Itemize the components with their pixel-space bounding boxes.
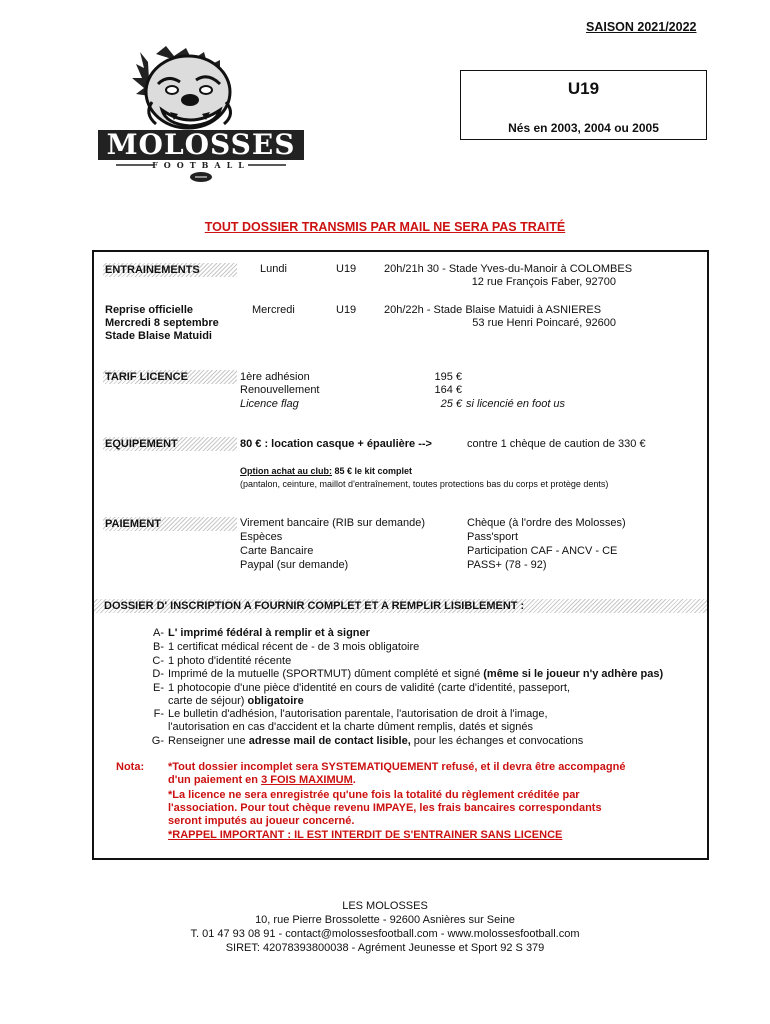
reprise-line: Mercredi 8 septembre [105,317,219,329]
nota-line: *Tout dossier incomplet sera SYSTEMATIQUEMENT refusé, et il devra être accompagné [168,761,626,773]
equipment-option-price: 85 € le kit complet [332,466,413,476]
licence-price: 195 € [434,371,462,383]
session-time: 20h/22h - Stade Blaise Matuidi à ASNIERES [384,304,602,316]
dossier-item-f-cont: l'autorisation en cas d'accident et la charte dûment remplis, datés et signés [168,721,533,733]
mail-warning: TOUT DOSSIER TRANSMIS PAR MAIL NE SERA PAS TRAITÉ [204,220,566,234]
dossier-item-d: D- Imprimé de la mutuelle (SPORTMUT) dûment complété et signé (même si le joueur n'y adhère pas) [152,668,664,680]
payment-method: Paypal (sur demande) [240,559,349,571]
dossier-item-b: B- 1 certificat médical récent de - de 3 mois obligatoire [153,641,420,653]
payment-method: Virement bancaire (RIB sur demande) [240,517,426,529]
nota-rappel: *RAPPEL IMPORTANT : IL EST INTERDIT DE S'ENTRAINER SANS LICENCE [168,829,563,841]
payment-method: Chèque (à l'ordre des Molosses) [467,517,626,529]
nota-line: *La licence ne sera enregistrée qu'une fois la totalité du règlement créditée par [168,789,580,801]
equipment-deposit: contre 1 chèque de caution de 330 € [467,438,646,450]
logo-wordmark: MOLOSSES [106,128,296,161]
equipment-label: EQUIPEMENT [103,437,237,451]
payment-method: PASS+ (78 - 92) [467,559,547,571]
nota-label: Nota: [116,761,145,773]
season-title: SAISON 2021/2022 [586,20,697,34]
footer-address: 10, rue Pierre Brossolette - 92600 Asnières sur Seine [255,914,515,926]
bulldog-logo-icon [96,44,306,184]
licence-price: 25 € [440,398,462,410]
session-category: U19 [336,263,357,275]
dossier-item-c: C- 1 photo d'identité récente [152,655,292,667]
molosses-logo [96,44,306,184]
dossier-item-e-cont: carte de séjour) obligatoire [168,695,304,707]
licence-item: Licence flag [240,398,299,410]
session-day: Mercredi [252,304,295,316]
dossier-item-g: G- Renseigner une adresse mail de contact lisible, pour les échanges et convocations [151,735,584,747]
payment-label: PAIEMENT [103,517,237,531]
licence-item: Renouvellement [240,384,320,396]
reprise-line: Stade Blaise Matuidi [105,330,212,342]
session-address: 12 rue François Faber, 92700 [471,276,616,288]
payment-method: Carte Bancaire [240,545,314,557]
trainings-label: ENTRAINEMENTS [103,263,237,277]
session-category: U19 [336,304,357,316]
nota-line: d'un paiement en 3 FOIS MAXIMUM. [168,774,356,786]
reprise-line: Reprise officielle [105,304,194,316]
dossier-item-e: E- 1 photocopie d'une pièce d'identité en cours de validité (carte d'identité, passeport, [153,682,570,694]
dossier-title: DOSSIER D' INSCRIPTION A FOURNIR COMPLET ET A REMPLIR LISIBLEMENT : [94,599,707,613]
nota-line: l'association. Pour tout chèque revenu IMPAYE, les frais bancaires correspondants [168,802,602,814]
session-address: 53 rue Henri Poincaré, 92600 [472,317,616,329]
licence-price: 164 € [434,384,462,396]
licence-note: si licencié en foot us [466,398,566,410]
footer-name: LES MOLOSSES [342,900,428,912]
equipment-rental: 80 € : location casque + épaulière --> [240,438,432,450]
footer-siret: SIRET: 42078393800038 - Agrément Jeunesse et Sport 92 S 379 [225,942,545,954]
payment-method: Participation CAF - ANCV - CE [467,545,618,557]
category-box [460,70,707,140]
equipment-option-detail: (pantalon, ceinture, maillot d'entraînement, toutes protections bas du corps et protège dents) [240,479,609,489]
footer [0,899,770,955]
equipment-option-title: Option achat au club: [240,466,333,476]
session-day: Lundi [260,263,287,275]
birth-years: Nés en 2003, 2004 ou 2005 [508,121,659,135]
dossier-item-a: A- L' imprimé fédéral à remplir et à signer [153,627,370,639]
payment-method: Espèces [240,531,283,543]
dossier-item-f: F- Le bulletin d'adhésion, l'autorisation parentale, l'autorisation de droit à l'image, [153,708,548,720]
payment-method: Pass'sport [467,531,519,543]
licence-item: 1ère adhésion [240,371,310,383]
licence-label: TARIF LICENCE [103,370,237,384]
logo-subtitle: FOOTBALL [152,160,250,170]
category-title: U19 [567,79,600,98]
footer-contact: T. 01 47 93 08 91 - contact@molossesfootball.com - www.molossesfootball.com [190,928,580,940]
nota-line: seront imputés au joueur concerné. [168,815,355,827]
session-time: 20h/21h 30 - Stade Yves-du-Manoir à COLOMBES [384,263,633,275]
